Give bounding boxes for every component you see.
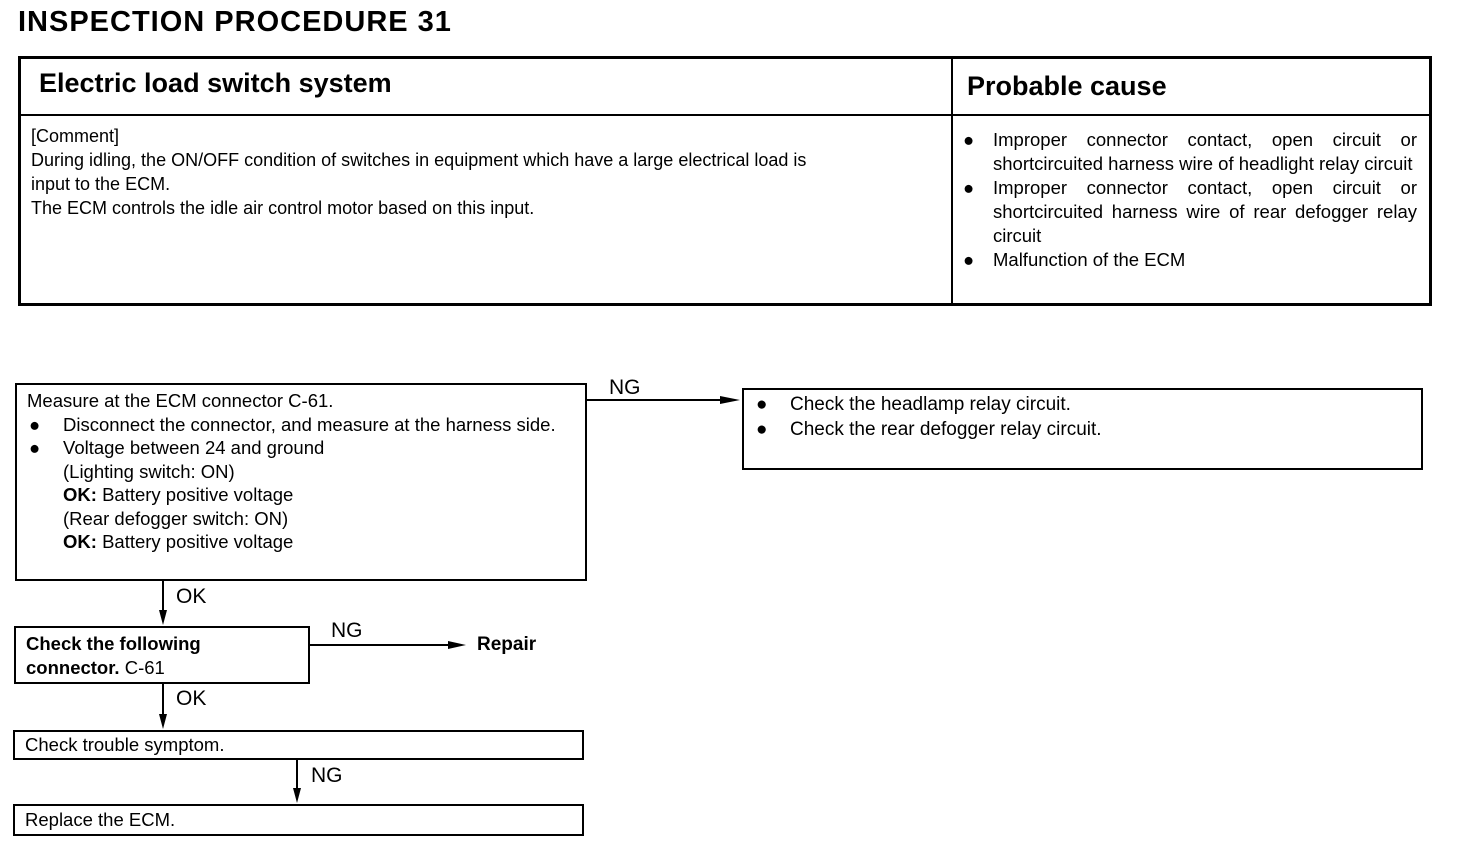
connector-id: C-61 <box>124 656 165 678</box>
ok-criterion <box>27 483 575 507</box>
ok-label: OK <box>176 687 207 710</box>
step-item <box>754 417 1411 442</box>
cause-text: Improper connector contact, open circuit or shortcircuited harness wire of headlight relay circuit <box>993 129 1417 174</box>
step-item-text: Disconnect the connector, and measure at the harness side. <box>63 413 556 435</box>
repair-label: Repair <box>477 634 537 655</box>
connector-check-box <box>14 626 310 684</box>
step-item-text: Check the headlamp relay circuit. <box>790 394 1071 415</box>
bullet-icon: ● <box>29 413 41 435</box>
measure-step-box <box>15 383 587 581</box>
probable-cause-heading: Probable cause <box>967 71 1167 101</box>
arrow-down-icon <box>293 788 301 803</box>
bullet-icon: ● <box>756 419 768 440</box>
trouble-symptom-box <box>13 730 584 760</box>
bullet-icon: ● <box>963 177 975 198</box>
step-title: Measure at the ECM connector C-61. <box>27 390 334 411</box>
cause-text: Improper connector contact, open circuit or shortcircuited harness wire of rear defogger relay circuit <box>993 177 1417 246</box>
step-item <box>27 413 575 437</box>
ng-label: NG <box>609 376 641 399</box>
bullet-icon: ● <box>963 129 975 150</box>
ok-label: OK: <box>63 531 97 552</box>
step-item-text: Check the rear defogger relay circuit. <box>790 419 1102 440</box>
replace-ecm-box <box>13 804 584 836</box>
ok-label: OK <box>176 585 207 608</box>
arrow-right-icon <box>448 641 466 649</box>
ng-label: NG <box>311 764 343 787</box>
bullet-icon: ● <box>756 394 768 415</box>
system-name: Electric load switch system <box>39 68 392 98</box>
cause-text: Malfunction of the ECM <box>993 249 1186 270</box>
comment-line: During idling, the ON/OFF condition of switches in equipment which have a large electrical load is <box>31 150 807 170</box>
arrow-right-icon <box>720 396 740 404</box>
ng-label: NG <box>331 619 363 642</box>
comment-line: input to the ECM. <box>31 174 171 194</box>
relay-check-box <box>742 388 1423 470</box>
step-item <box>27 436 575 460</box>
ok-criterion <box>27 530 575 554</box>
condition-text: (Lighting switch: ON) <box>63 460 235 482</box>
bullet-icon: ● <box>29 437 41 458</box>
step-item <box>754 392 1411 417</box>
condition-text: (Rear defogger switch: ON) <box>63 507 289 529</box>
comment-line: [Comment] <box>31 126 120 146</box>
bullet-icon: ● <box>963 249 975 270</box>
step-item-text: Voltage between 24 and ground <box>63 437 325 458</box>
step-text: Replace the ECM. <box>25 809 176 830</box>
ok-value: Battery positive voltage <box>102 531 294 552</box>
arrow-down-icon <box>159 714 167 729</box>
step-text: Check the following connector. <box>26 633 201 678</box>
comment-line: The ECM controls the idle air control motor based on this input. <box>31 198 535 218</box>
ok-label: OK: <box>63 484 97 505</box>
arrow-down-icon <box>159 610 167 625</box>
ok-value: Battery positive voltage <box>102 484 294 505</box>
page-title: INSPECTION PROCEDURE 31 <box>18 6 452 38</box>
step-text: Check trouble symptom. <box>25 734 225 755</box>
